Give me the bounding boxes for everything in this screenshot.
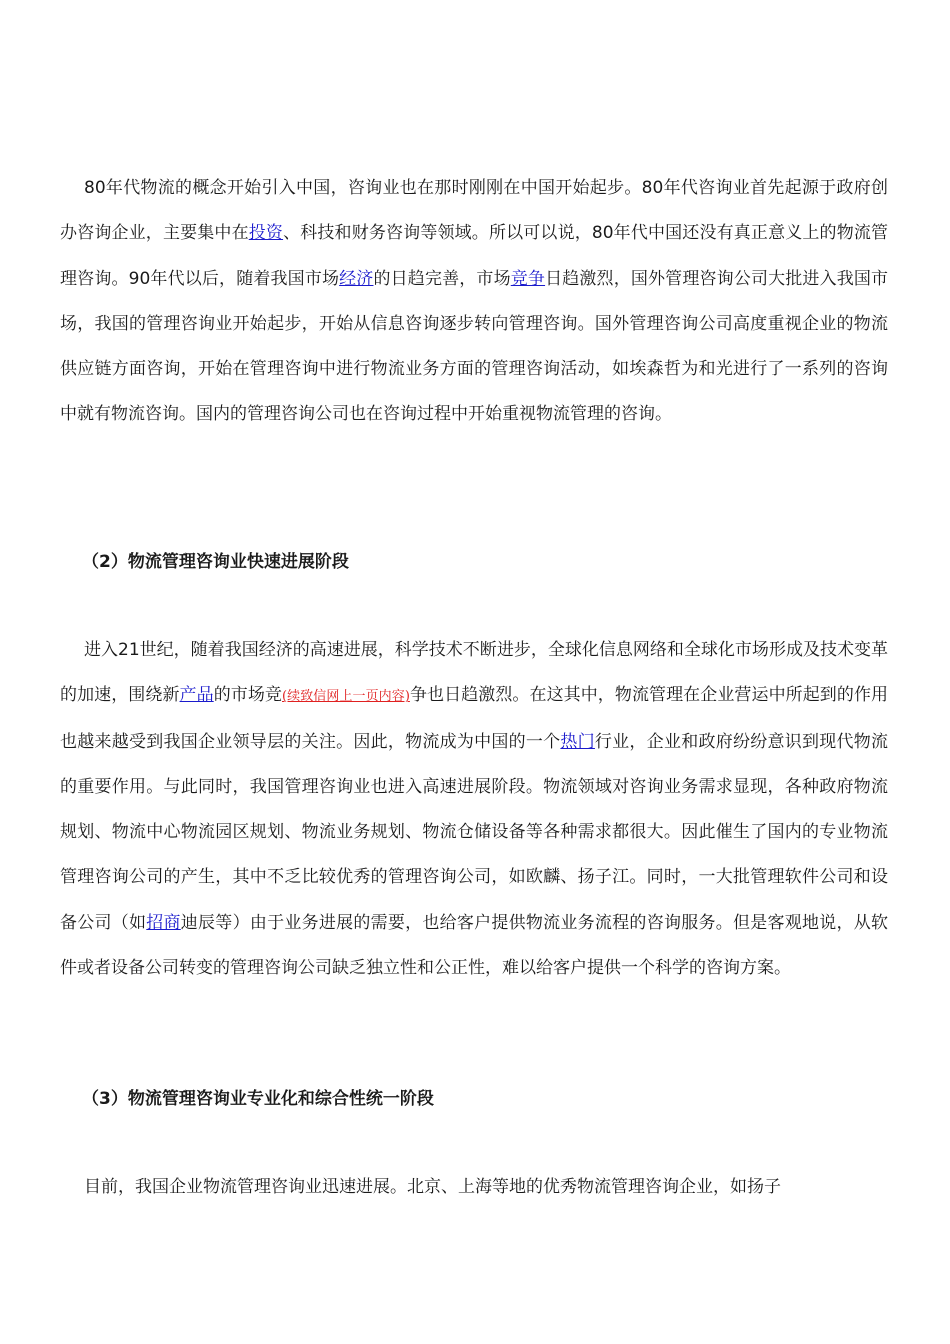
paragraph-text: 80年代物流的概念开始引入中国，咨询业也在那时刚刚在中国开始起步。80年代咨询业首先起源于政府创办咨询企业，主要集中在 — [60, 178, 888, 244]
paragraph-1980s-history — [60, 166, 888, 438]
continued-note-link[interactable]: (续致信网上一页内容) — [282, 689, 410, 705]
link-competition[interactable]: 竞争 — [510, 268, 546, 289]
link-investment[interactable]: 投资 — [248, 223, 284, 244]
paragraph-text: 迪辰等）由于业务进展的需要，也给客户提供物流业务流程的咨询服务。但是客观地说，从软件或者设备公司转变的管理咨询公司缺乏独立性和公正性，难以给客户提供一个科学的咨询方案。 — [60, 912, 889, 979]
section-heading-3: （3）物流管理咨询业专业化和综合性统一阶段 — [82, 1089, 434, 1109]
link-merchants[interactable]: 招商 — [146, 912, 181, 933]
paragraph-text: 的市场竞 — [213, 685, 282, 706]
paragraph-text: 、科技和财务咨询等领域。所以可以说，80年代中国还没有真正意义上的物流管理咨询。90年代以后，随着我国市场 — [60, 223, 889, 289]
paragraph-rapid-development — [60, 628, 888, 991]
paragraph-text: 日趋激烈，国外管理咨询公司大批进入我国市场，我国的管理咨询业开始起步，开始从信息咨询逐步转向管理咨询。国外管理咨询公司高度重视企业的物流供应链方面咨询，开始在管理咨询中进行物流业务方面的管理咨询活动，如埃森哲为和光进行了一系列的咨询中就有物流咨询。国内的管理咨询公司也在咨询过程中开始重视物流管理的咨询。 — [60, 268, 889, 425]
paragraph-text: 目前，我国企业物流管理咨询业迅速进展。北京、上海等地的优秀物流管理咨询企业，如扬子 — [84, 1177, 781, 1197]
link-popular[interactable]: 热门 — [560, 731, 595, 752]
paragraph-current-stage — [60, 1165, 888, 1210]
paragraph-text: 进入21世纪，随着我国经济的高速进展，科学技术不断进步，全球化信息网络和全球化市场形成及技术变革的加速，围绕新 — [60, 640, 888, 706]
section-heading-2: （2）物流管理咨询业快速进展阶段 — [82, 552, 349, 572]
link-product[interactable]: 产品 — [179, 685, 214, 706]
link-economy[interactable]: 经济 — [339, 268, 374, 289]
paragraph-text: 争也日趋激烈。在这其中，物流管理在企业营运中所起到的作用也越来越受到我国企业领导层的关注。因此，物流成为中国的一个 — [60, 685, 889, 752]
paragraph-text: 的日趋完善，市场 — [373, 268, 511, 289]
paragraph-text: 行业，企业和政府纷纷意识到现代物流的重要作用。与此同时，我国管理咨询业也进入高速进展阶段。物流领域对咨询业务需求显现，各种政府物流规划、物流中心物流园区规划、物流业务规划、物流仓储设备等各种需求都很大。因此催生了国内的专业物流管理咨询公司的产生，其中不乏比较优秀的管理咨询公司，如欧麟、扬子江。同时，一大批管理软件公司和设备公司（如 — [60, 731, 889, 933]
